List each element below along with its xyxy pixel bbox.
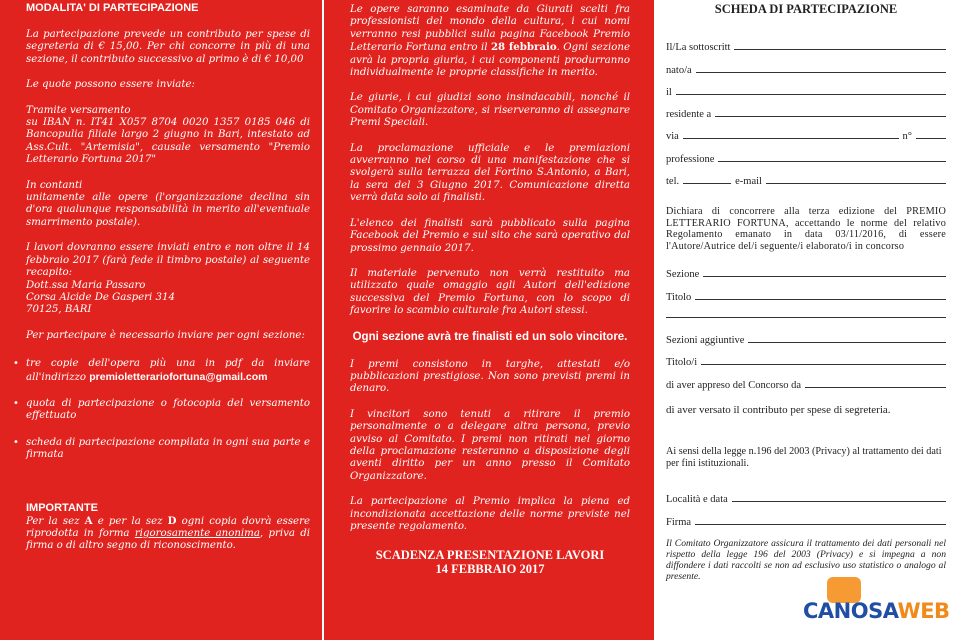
fee-paragraph: La partecipazione prevede un contributo per spese di segreteria di € 15,00. Per chi concorre in più di una sezione, il contributo successivo al primo è di € 10,00 [26, 29, 310, 65]
field-label: e-mail [735, 176, 762, 188]
cash-title: In contanti [26, 179, 83, 191]
field-nato[interactable] [666, 53, 946, 75]
ceremony-paragraph: La proclamazione ufficiale e le premiazioni avverranno nel corso di una manifestazione che si svolgerà sulla terrazza del Fortino S.Antonio, a Bari, la sera del 3 Giugno 2017. Comunicazione diretta verrà data solo ai finalisti. [350, 142, 630, 204]
heading-importante: IMPORTANTE [26, 501, 98, 514]
bullet-icon: • [13, 358, 19, 370]
field-label: Sezione [666, 269, 700, 281]
special-prizes-paragraph: Le giurie, i cui giudizi sono insindacabili, nonché il Comitato Organizzatore, si riserveranno di assegnare Premi Speciali. [350, 92, 630, 129]
field-via[interactable] [666, 120, 946, 142]
field-professione[interactable] [666, 142, 946, 164]
field-label: professione [666, 153, 715, 165]
participation-form [654, 0, 960, 640]
privacy-text: Ai sensi della legge n.196 del 2003 (Privacy) al trattamento dei dati per fini istituzionali. [666, 446, 942, 469]
requirement-fee: • quota di partecipazione o fotocopia del versamento effettuato [13, 397, 310, 422]
fill-line[interactable] [748, 336, 946, 343]
fill-line[interactable] [732, 495, 946, 502]
fill-line[interactable] [696, 66, 946, 73]
finalists-bold-line: Ogni sezione avrà tre finalisti ed un solo vincitore. [352, 330, 628, 343]
fill-line[interactable] [701, 358, 946, 365]
field-label: n° [902, 131, 912, 143]
cash-details: unitamente alle opere (l'organizzazione declina sin d'ora qualunque responsabilità in merito all'eventuale smarrimento postale). [26, 192, 310, 228]
field-appreso[interactable] [666, 368, 946, 390]
fill-line[interactable] [715, 110, 946, 117]
requirement-form: • scheda di partecipazione compilata in ogni sua parte e firmata [13, 436, 310, 461]
address-block [26, 280, 310, 317]
fill-line[interactable] [718, 155, 946, 162]
field-residente[interactable] [666, 98, 946, 120]
contact-email: premioletterariofortuna@gmail.com [89, 370, 268, 383]
bank-transfer-details: su IBAN n. IT41 X057 8704 0020 1357 0185 046 di Bancopulia filiale largo 2 giugno in Bari, intestato ad Ass.Cult. "Artemisia", causale versamento "Premio Letterario Fortuna 2017" [26, 117, 310, 166]
bullet-icon: • [13, 436, 19, 448]
fill-line[interactable] [683, 132, 899, 139]
field-label: di aver appreso del Concorso da [666, 379, 801, 391]
deadline-date: 14 FEBBRAIO 2017 [435, 562, 545, 577]
field-label: residente a [666, 109, 712, 121]
jury-paragraph: Le opere saranno esaminate da Giurati scelti fra professionisti del mondo della cultura, i cui nomi verranno resi pubblici sulla pagina Facebook Premio Letterario Fortuna entro il 28 febbraio. Ogni sezione avrà la propria giuria, i cui componenti produrranno individualmente le proprie classifiche in merito. [350, 4, 630, 79]
fill-line[interactable] [734, 43, 946, 50]
fill-line[interactable] [916, 132, 946, 139]
material-paragraph: Il materiale pervenuto non verrà restituito ma utilizzato quale omaggio agli Autori dell'edizione successiva del Premio Fortuna, con lo scopo di favorire lo scambio culturale fra Autori stessi. [350, 267, 630, 317]
field-sezioni-aggiuntive[interactable] [666, 324, 946, 346]
field-sottoscritto[interactable] [666, 31, 946, 53]
field-label: Località e data [666, 494, 728, 506]
anonymity-paragraph: Per la sez A e per la sez D ogni copia dovrà essere riprodotta in forma rigorosamente anonima, priva di firma o di altro segno di riconoscimento. [26, 514, 310, 552]
field-label: via [666, 131, 679, 143]
deadline-paragraph: I lavori dovranno essere inviati entro e non oltre il 14 febbraio 2017 (farà fede il timbro postale) al seguente recapito: [26, 242, 310, 279]
field-label: nato/a [666, 64, 692, 76]
field-tel-email[interactable] [666, 165, 946, 187]
deadline-title: SCADENZA PRESENTAZIONE LAVORI [375, 548, 605, 563]
acceptance-paragraph: La partecipazione al Premio implica la piena ed incondizionata accettazione delle norme previste nel presente regolamento. [350, 496, 630, 532]
field-label: Firma [666, 516, 692, 528]
field-firma[interactable] [666, 505, 946, 527]
prizes-paragraph: I premi consistono in targhe, attestati e/o pubblicazioni prestigiose. Non sono previsti premi in denaro. [350, 358, 630, 395]
fill-line[interactable] [666, 303, 946, 318]
fill-line[interactable] [805, 381, 946, 388]
requirements-intro: Per partecipare è necessario inviare per ogni sezione: [26, 329, 305, 341]
field-label: Il/La sottoscritt [666, 42, 731, 54]
field-label: Titolo/i [666, 357, 698, 369]
finalists-paragraph: L'elenco dei finalisti sarà pubblicato sulla pagina Facebook del Premio e sul sito che sarà operativo dal prossimo gennaio 2017. [350, 217, 630, 254]
privacy-footer: Il Comitato Organizzatore assicura il trattamento dei dati personali nel rispetto della legge 196 del 2003 (Privacy) e si impegna a non diffondere i dati raccolti se non ad esclusivo uso statistico o analogo al presente. [666, 537, 946, 582]
logo-text: CANOSAWEB [803, 599, 950, 623]
address-city: 70125, BARI [26, 304, 92, 316]
fill-line[interactable] [695, 518, 946, 525]
bank-transfer-title: Tramite versamento [26, 104, 131, 116]
field-sezione[interactable] [666, 258, 946, 280]
bank-transfer-paragraph [26, 105, 310, 167]
cash-paragraph [26, 180, 310, 230]
field-il[interactable] [666, 76, 946, 98]
field-label: il [666, 86, 672, 98]
rules-column-middle [324, 0, 654, 640]
field-titolo[interactable] [666, 280, 946, 302]
bullet-icon: • [13, 397, 19, 409]
fill-line[interactable] [683, 177, 731, 184]
declaration-text: Dichiara di concorrere alla terza edizione del PREMIO LETTERARIO FORTUNA, accettando le norme del relativo Regolamento emanato in data 03/11/2016, di essere l'Autore/Autrice del/i seguente/i elaborato/i in concorso [666, 206, 946, 252]
fill-line[interactable] [695, 293, 946, 300]
field-titoli[interactable] [666, 346, 946, 368]
fee-paid-text: di aver versato il contributo per spese di segreteria. [666, 403, 891, 416]
jury-date: 28 febbraio [490, 41, 557, 54]
field-label: Titolo [666, 291, 692, 303]
heading-modalita: MODALITA' DI PARTECIPAZIONE [26, 2, 199, 14]
winners-paragraph: I vincitori sono tenuti a ritirare il premio personalmente o a delegare altra persona, previo avviso al Comitato. I premi non ritirati nel giorno della proclamazione resteranno a disposizione degli aventi diritto per un anno presso il Comitato Organizzatore. [350, 408, 630, 482]
address-name: Dott.ssa Maria Passaro [26, 279, 146, 291]
canosaweb-logo [803, 577, 953, 637]
fill-line[interactable] [676, 88, 946, 95]
fee-methods-intro: Le quote possono essere inviate: [26, 79, 195, 91]
requirement-copies: • tre copie dell'opera più una in pdf da inviare all'indirizzo premioletterariofortuna@gmail.com [13, 358, 310, 383]
fill-line[interactable] [703, 270, 946, 277]
fill-line[interactable] [766, 177, 946, 184]
rules-column-left [0, 0, 322, 640]
form-title: SCHEDA DI PARTECIPAZIONE [714, 2, 898, 16]
field-label: Sezioni aggiuntive [666, 334, 745, 346]
address-street: Corsa Alcide De Gasperi 314 [26, 291, 175, 303]
field-localita[interactable] [666, 483, 946, 505]
field-label: tel. [666, 176, 680, 188]
